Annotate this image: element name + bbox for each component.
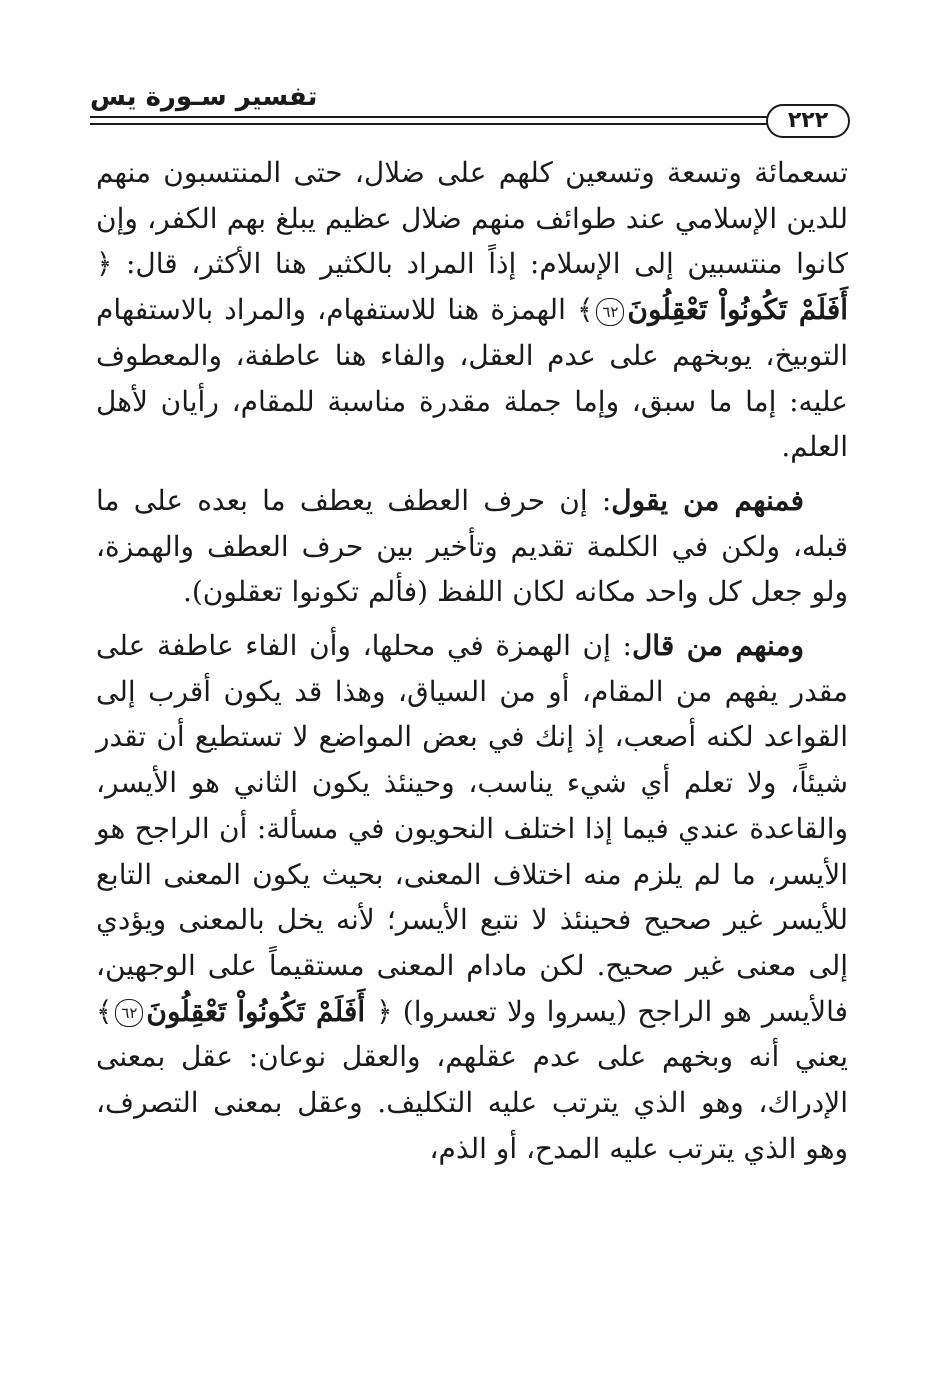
header-title: تفسير سـورة يس [90, 82, 318, 112]
paragraph-lead: فمنهم من يقول [611, 483, 805, 517]
page-number: ٢٢٢ [766, 104, 850, 138]
header-rule-bottom [90, 123, 780, 125]
ornate-bracket-close-icon: ﴾ [577, 293, 594, 327]
ayah-number-marker: ٦٢ [115, 999, 143, 1027]
quran-quote [96, 995, 393, 1028]
header-rule-top [90, 116, 780, 118]
paragraph-3 [96, 623, 848, 1171]
paragraph-text: : إن حرف العطف يعطف ما بعده على ما قبله، ولكن في الكلمة تقديم وتأخير بين حرف العطف والهمزة، ولو جعل كل واحد مكانه لكان اللفظ (فألم تكونوا تعقلون). [96, 483, 848, 609]
ornate-bracket-open-icon: ﴿ [376, 994, 393, 1028]
ornate-bracket-open-icon: ﴿ [96, 247, 113, 281]
paragraph-text: يعني أنه وبخهم على عدم عقلهم، والعقل نوعان: عقل بمعنى الإدراك، وهو الذي يترتب عليه التكليف. وعقل بمعنى التصرف، وهو الذي يترتب عليه المدح، أو الذم، [96, 1040, 848, 1165]
paragraph-lead: ومنهم من قال [631, 629, 804, 663]
ayah-number-marker: ٦٢ [596, 298, 624, 326]
body-text [96, 150, 848, 1171]
quran-verse: أَفَلَمْ تَكُونُواْ تَعْقِلُونَ [627, 293, 848, 327]
paragraph-1 [96, 150, 848, 470]
paragraph-text: الهمزة هنا للاستفهام، والمراد بالاستفهام التوبيخ، يوبخهم على عدم العقل، والفاء هنا عاطفة، والمعطوف عليه: إما ما سبق، وإما جملة مقدرة مناسبة للمقام، رأيان لأهل العلم. [96, 293, 848, 464]
paragraph-2 [96, 478, 848, 615]
paragraph-text: تسعمائة وتسعة وتسعين كلهم على ضلال، حتى المنتسبون منهم للدين الإسلامي عند طوائف منهم ضلال عظيم يبلغ بهم الكفر، وإن كانوا منتسبين إلى الإسلام: إذاً المراد بالكثير هنا الأكثر، قال: [96, 156, 848, 281]
page-header [90, 82, 850, 142]
ornate-bracket-close-icon: ﴾ [96, 994, 113, 1028]
quran-verse: أَفَلَمْ تَكُونُواْ تَعْقِلُونَ [146, 994, 366, 1028]
paragraph-text: : إن الهمزة في محلها، وأن الفاء عاطفة على مقدر يفهم من المقام، أو من السياق، وهذا قد يكون أقرب إلى القواعد لكنه أصعب، إذ إنك في بعض المواضع لا تستطيع أن تقدر شيئاً، ولا تعلم أي شيء يناسب، وحينئذ يكون الثاني هو الأيسر، والقاعدة عندي فيما إذا اختلف النحويون في مسألة: أن الراجح هو الأيسر، ما لم يلزم منه اختلاف المعنى، بحيث يكون المعنى التابع للأيسر غير صحيح فحينئذ لا نتبع الأيسر؛ لأنه يخل بالمعنى ويؤدي إلى معنى غير صحيح. لكن مادام المعنى مستقيماً على الوجهين، فالأيسر هو الراجح (يسروا ولا تعسروا) [96, 629, 849, 1028]
